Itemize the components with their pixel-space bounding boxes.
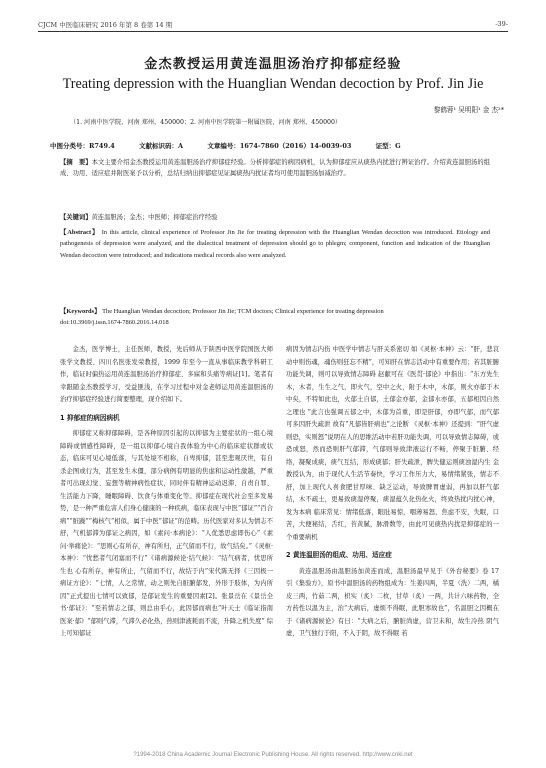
abstract-chinese-label: 【摘 要】 bbox=[60, 159, 92, 166]
copyright-footer: ?1994-2018 China Academic Journal Electronic Publishing House. All rights reserved. http://www.cnki.net bbox=[133, 752, 413, 758]
section-2-heading: 2 黄连温胆汤的组成、功用、适应症 bbox=[286, 551, 392, 559]
abstract-chinese-text: 本文主要介绍金杰教授运用黄连温胆汤治疗抑郁症经验。分析抑郁症的病因病机，认为抑郁症应从痰热内扰进行辨证治疗。介绍黄连温胆汤的组成、功用、适应症并附医案予以分析，总结归纳出抑郁症见证属痰热内扰证者均可使用温胆汤加减治疗。 bbox=[60, 159, 491, 178]
keywords-chinese-label: 【关键词】 bbox=[60, 214, 92, 221]
keywords-english-text: The Huanglian Wendan decoction; Professor Jin Jie; TCM doctors; Clinical experience for treating depression bbox=[102, 308, 384, 315]
section-1-heading: 1 抑郁症的病因病机 bbox=[60, 413, 120, 422]
title-english: Treating depression with the Huanglian Wendan decoction by Prof. Jin Jie bbox=[62, 76, 484, 92]
title-chinese: 金杰教授运用黄连温胆汤治疗抑郁症经验 bbox=[144, 57, 402, 72]
clc-number: 中图分类号：R749.4 bbox=[50, 142, 115, 150]
syndrome-code: 证型：G bbox=[375, 142, 401, 150]
body-column-right bbox=[286, 344, 499, 641]
keywords-english-label: 【Keywords】 bbox=[60, 308, 101, 315]
intro-paragraph: 金杰，医学博士，主任医师，教授，先后师从于陕西中医学院国医大师张学文教授、四川名医张发荣教授，1999 年至今一直从事临床教学科研工作，临证时偏热运用黄连温胆汤治疗抑郁症、多寐和头痛等病证[1]。笔者有幸跟随金杰教授学习，受益匪浅，在学习过程中对金老师运用黄连温胆汤的治疗抑郁症经验进行简要整理，现介绍如下。 bbox=[60, 346, 273, 403]
section-1-paragraph: 抑郁症又称抑郁障碍，是各种原因引起的以抑郁为主要症状的一组心境障碍或情感性障碍，是一组以抑郁心境自我体验为中心的临床症状群或状态，临床可见心境低落，与其处境不相称，自卑抑郁，甚至悲观厌世，有自杀企图或行为，甚至发生木僵，部分病例有明显的焦虑和运动性激越，严重者可出现幻觉、妄想等精神病性症状，同时伴有精神运动迟滞、自责自罪、生活能力下降，睡眠障碍、饮食与体重变化等。抑郁症在现代社会至多发易势，是一种严重危害人们身心健康的一种疾病，临床表现与中医“郁证”“百合病”“脏躁”“梅核气”相似，属于中医“郁证”的范畴。历代医家对多认为情志不舒，气机郁滞为郁证之病因，如《素问·本病论》：“人优悉思虑即伤心”《素问·举痛论》：“思则心有所存，神有所归，正气留而不行，故气结矣。”《灵枢·本神》：“忧愁者气闭塞而不行”《诸病源候论·结气候》：“结气病者，忧思所生也 心有所存，神有所止，气留而不行，故结于内”宋代陈无择《三因极一病证方论》：“七情，人之常情，动之则先自脏腑郁发，外形于肢体，为内所因”正式提出七情可以致郁，是郁证发生的重要因素[2]。张景岳在《景岳全书·郁证》：“至若情志之郁，则总由乎心，此因郁而病也”叶天士《临证指南医案·郁》“郁则气滞，气滞久必化热，热则津液耗而不流，升降之机失度” 综上可知郁证 bbox=[60, 430, 273, 637]
header-rule bbox=[38, 31, 508, 32]
body-column-left bbox=[60, 344, 273, 641]
abstract-english-text: In this article, clinical experience of Professor Jin Jie for treating depression with the Huanglian Wendan decoction was introduced. Etiology and pathogenesis of depression were analyzed, and the dialectical treatment of depression should go to phlegm; component, function and indication of the Huanglian Wendan decoction were introduced; and indications medical records also were analyzed. bbox=[60, 229, 490, 259]
keywords-chinese bbox=[60, 212, 490, 221]
continued-paragraph: 病因为情志内伤 中医学中情志与肝关系密切 如《灵枢·本神》云：“肝，悲哀动中则伤魂，魂伤则狂忘不精”，可知肝在情志活动中有重要作用；若其脏腑功能失调，则可以导致情志障碍 赵献可在《医贯·郁论》中指出：“东方先生木，木者，生生之气，即火气，空中之火，附于木中，木郁，则火亦郁于木中矣，不特如此也，火郁土自郁，土郁金亦郁，金郁水亦郁，五郁相因自然之理也 ”此言也强调五郁之中，木郁为首重，即是肝郁，亦即气郁，而气郁可多因肝失疏泄 故有“凡郁皆肝病也”之论断 《灵枢·本神》还提到：“肝气虚则恐，实则怒”说明在人的思维活动中若肝功能失调，可以导致情志障碍，或恐或怒，然而恐则肝气郁滞，气郁则导致津液运行不畅，停聚于脏腑、经络，凝聚成痰，痰气互结，形成痰郁；肝失疏泄，脾失健运则痰浊湿内生 金教授认为，由于现代人生活节奏快，学习工作压力大，易情绪紧张，情志不舒，加上现代人喜食肥甘厚味、缺乏运动，导致脾胃虚弱，再加以肝气郁结，木不疏土，更易致痰湿停聚，痰湿蕴久化热化火，终致热扰内扰心神，发为本病 临床常见：情绪低落，眼肚易惊，咽薄易怒，焦虑不安，失眠，口苦，大便秘结，舌红，苔黄腻，脉滑数等，由此可见痰热内扰是抑郁症的一个重要病机 bbox=[286, 346, 499, 541]
section-2-paragraph: 黄连温胆汤由温胆汤加黄连而成，温胆汤最早见于《外台秘要》卷 17 引《集验方》，原书中温胆汤的药物组成为：生姜四两，半夏（洗）二两，橘皮三两，竹茹二两，枳实（炙）二枚，甘草（炙）一两，共计六味药物，全方药性以温为主，治“大病后，虚烦不得眠，此胆寒故也”，名温胆之因概在于《诸病源候论》有曰：“大病之后，腑脏尚虚，营卫未和，故生冷热 阴气虚，卫气独行于阳，不入于阴，故不得眠 若 bbox=[286, 567, 499, 637]
abstract-english bbox=[60, 227, 490, 261]
author-list: 黎鹤蓉¹ 吴明阳¹ 金 杰²* bbox=[433, 106, 504, 114]
journal-header: CJCM 中医临床研究 2016 年第 8 卷第 14 期 bbox=[38, 21, 173, 29]
abstract-english-label: 【Abstract】 bbox=[60, 229, 100, 236]
page-number: -39- bbox=[495, 20, 508, 28]
affiliation: （1. 河南中医学院，河南 郑州，450000；2. 河南中医学院第一附属医院，河南 郑州，450000） bbox=[70, 119, 342, 126]
keywords-chinese-text: 黄连温胆汤；金杰；中医师；抑郁症治疗经验 bbox=[91, 214, 218, 221]
doi: doi:10.3969/j.issn.1674-7860.2016.14.018 bbox=[60, 319, 169, 327]
keywords-english bbox=[60, 306, 490, 329]
identifier-row bbox=[50, 141, 423, 150]
article-number: 文章编号：1674-7860（2016）14-0039-03 bbox=[207, 142, 352, 150]
abstract-chinese bbox=[60, 157, 490, 180]
document-code: 文献标识码：A bbox=[139, 142, 184, 150]
